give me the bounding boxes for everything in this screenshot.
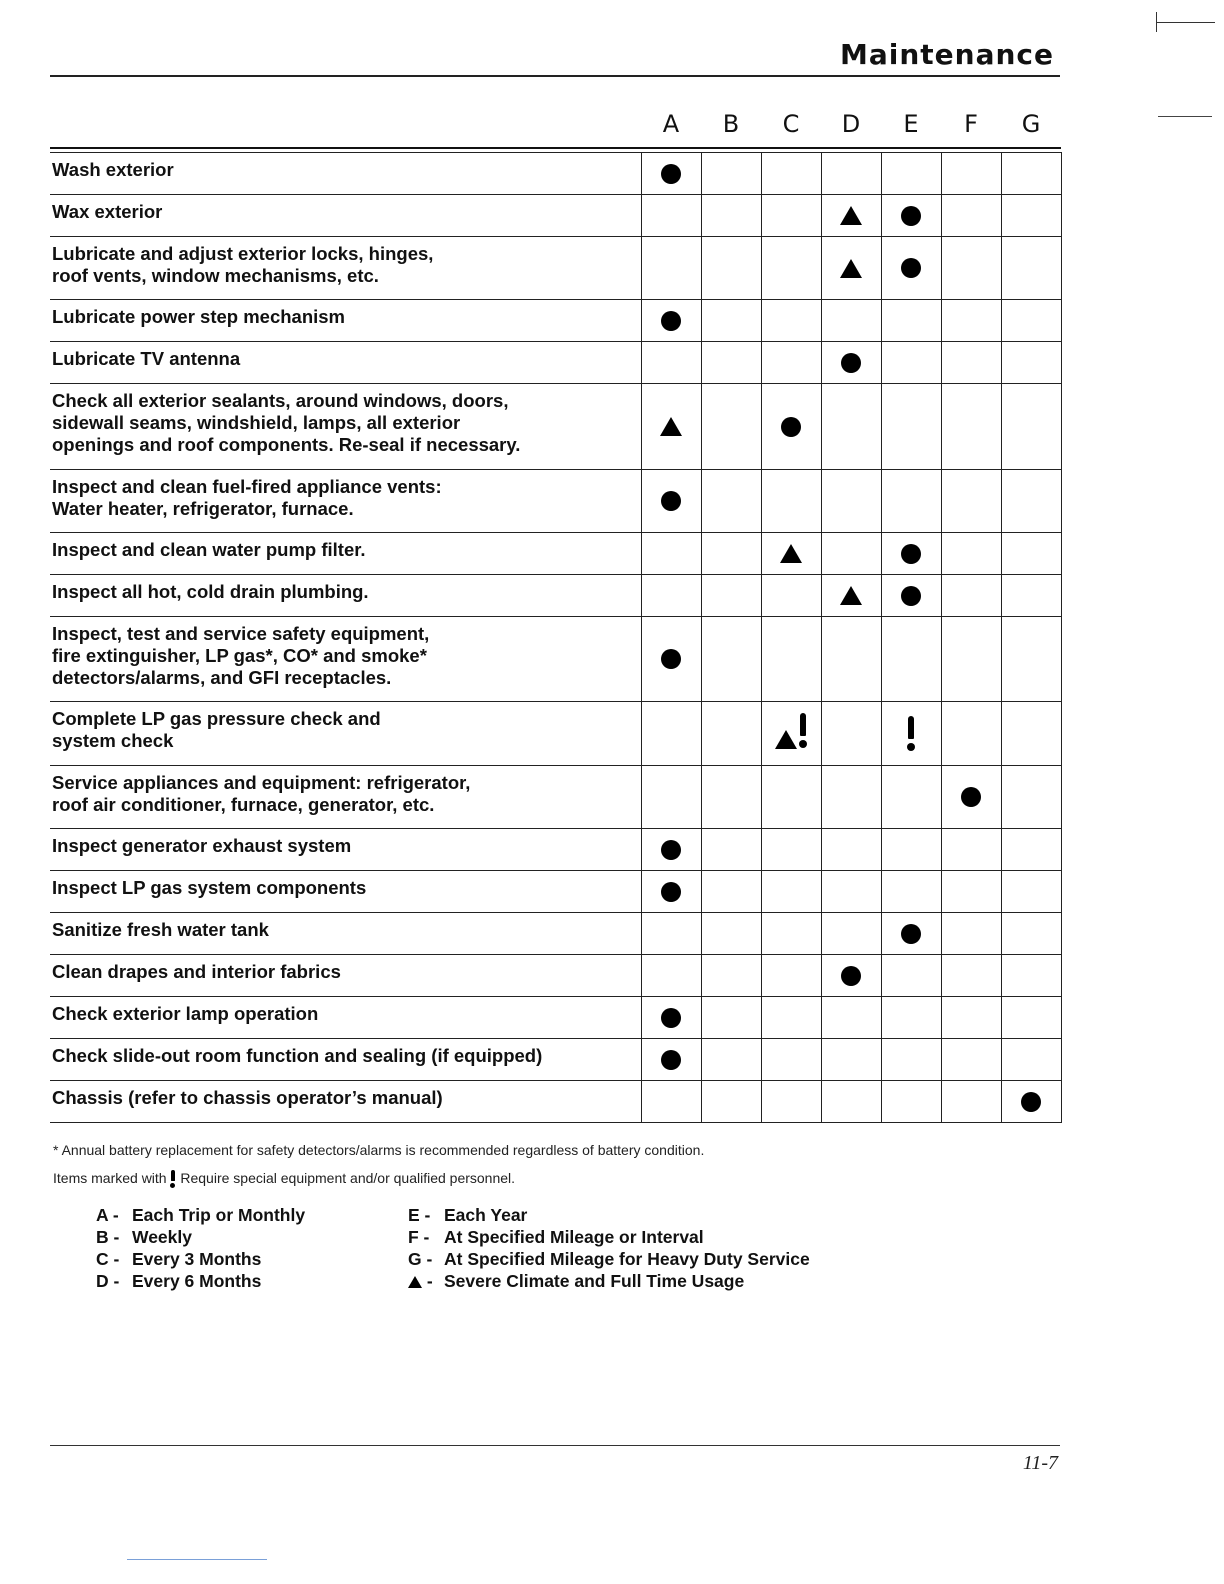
dot-icon xyxy=(661,840,681,860)
task-cell: Inspect, test and service safety equipment, fire extinguisher, LP gas*, CO* and smoke* detectors/alarms, and GFI receptacles. xyxy=(50,617,641,702)
interval-cell-d xyxy=(821,829,881,871)
triangle-icon xyxy=(775,730,797,749)
legend-text: At Specified Mileage for Heavy Duty Service xyxy=(444,1249,810,1269)
exclamation-icon xyxy=(170,1170,176,1188)
interval-cell-a xyxy=(641,470,701,533)
triangle-icon xyxy=(780,544,802,563)
interval-cell-c xyxy=(761,195,821,237)
column-header-c: C xyxy=(782,110,800,138)
table-row xyxy=(50,237,1061,300)
interval-cell-c xyxy=(761,300,821,342)
legend-item xyxy=(96,1226,305,1248)
interval-cell-g xyxy=(1001,997,1061,1039)
interval-cell-g xyxy=(1001,195,1061,237)
interval-cell-d xyxy=(821,1039,881,1081)
interval-cell-f xyxy=(941,237,1001,300)
interval-cell-e xyxy=(881,575,941,617)
note-suffix: Require special equipment and/or qualified personnel. xyxy=(180,1170,516,1186)
legend-text: Every 6 Months xyxy=(132,1271,262,1291)
legend-key: - xyxy=(408,1270,444,1292)
interval-cell-g xyxy=(1001,237,1061,300)
interval-cell-d xyxy=(821,766,881,829)
interval-cell-c xyxy=(761,829,821,871)
interval-cell-c xyxy=(761,533,821,575)
interval-cell-g xyxy=(1001,533,1061,575)
header-rule xyxy=(50,75,1060,77)
interval-cell-f xyxy=(941,195,1001,237)
task-cell: Sanitize fresh water tank xyxy=(50,913,641,955)
interval-cell-e xyxy=(881,766,941,829)
interval-cell-a xyxy=(641,237,701,300)
table-row xyxy=(50,702,1061,766)
interval-cell-b xyxy=(701,871,761,913)
column-header-f: F xyxy=(964,110,978,138)
interval-cell-g xyxy=(1001,153,1061,195)
special-equipment-note xyxy=(53,1170,515,1188)
interval-cell-b xyxy=(701,300,761,342)
triangle-exclamation-icon xyxy=(775,713,807,749)
interval-cell-f xyxy=(941,533,1001,575)
interval-cell-b xyxy=(701,829,761,871)
interval-cell-g xyxy=(1001,617,1061,702)
interval-cell-a xyxy=(641,702,701,766)
interval-cell-e xyxy=(881,871,941,913)
interval-cell-e xyxy=(881,300,941,342)
interval-cell-g xyxy=(1001,1039,1061,1081)
interval-cell-e xyxy=(881,955,941,997)
task-cell: Lubricate power step mechanism xyxy=(50,300,641,342)
interval-cell-a xyxy=(641,766,701,829)
interval-cell-b xyxy=(701,384,761,470)
interval-cell-a xyxy=(641,300,701,342)
interval-cell-e xyxy=(881,470,941,533)
table-row xyxy=(50,913,1061,955)
column-header-g: G xyxy=(1021,110,1041,138)
interval-cell-g xyxy=(1001,384,1061,470)
interval-cell-g xyxy=(1001,702,1061,766)
legend-text: Weekly xyxy=(132,1227,192,1247)
interval-cell-a xyxy=(641,997,701,1039)
interval-cell-e xyxy=(881,702,941,766)
task-cell: Service appliances and equipment: refrigerator, roof air conditioner, furnace, generator, etc. xyxy=(50,766,641,829)
interval-cell-e xyxy=(881,342,941,384)
interval-cell-a xyxy=(641,829,701,871)
triangle-icon xyxy=(840,586,862,605)
table-row xyxy=(50,829,1061,871)
legend-key: B - xyxy=(96,1227,120,1247)
dot-icon xyxy=(901,258,921,278)
interval-cell-e xyxy=(881,913,941,955)
interval-cell-c xyxy=(761,871,821,913)
interval-cell-c xyxy=(761,997,821,1039)
interval-cell-c xyxy=(761,766,821,829)
interval-cell-d xyxy=(821,1081,881,1123)
interval-cell-c xyxy=(761,153,821,195)
task-cell: Clean drapes and interior fabrics xyxy=(50,955,641,997)
page-number: 11-7 xyxy=(1022,1452,1058,1474)
interval-cell-a xyxy=(641,533,701,575)
dot-icon xyxy=(901,924,921,944)
triangle-icon xyxy=(840,259,862,278)
table-row xyxy=(50,1039,1061,1081)
column-header-row xyxy=(641,110,1061,142)
interval-cell-d xyxy=(821,702,881,766)
footer-rule xyxy=(50,1445,1060,1446)
interval-cell-f xyxy=(941,766,1001,829)
legend-text: At Specified Mileage or Interval xyxy=(444,1227,704,1247)
interval-cell-e xyxy=(881,1039,941,1081)
table-row xyxy=(50,997,1061,1039)
interval-cell-d xyxy=(821,342,881,384)
table-top-rule xyxy=(50,147,1061,149)
interval-cell-e xyxy=(881,997,941,1039)
table-row xyxy=(50,342,1061,384)
legend-key: E - xyxy=(408,1205,431,1225)
interval-cell-d xyxy=(821,533,881,575)
task-cell: Inspect all hot, cold drain plumbing. xyxy=(50,575,641,617)
interval-cell-a xyxy=(641,955,701,997)
interval-cell-a xyxy=(641,195,701,237)
interval-cell-e xyxy=(881,533,941,575)
interval-cell-f xyxy=(941,617,1001,702)
task-cell: Chassis (refer to chassis operator’s manual) xyxy=(50,1081,641,1123)
legend-item xyxy=(96,1204,305,1226)
interval-cell-g xyxy=(1001,342,1061,384)
task-cell: Wax exterior xyxy=(50,195,641,237)
interval-cell-d xyxy=(821,237,881,300)
interval-cell-c xyxy=(761,470,821,533)
interval-cell-f xyxy=(941,955,1001,997)
margin-rule xyxy=(1158,116,1212,117)
task-cell: Complete LP gas pressure check and system check xyxy=(50,702,641,766)
interval-cell-c xyxy=(761,1081,821,1123)
interval-cell-b xyxy=(701,1039,761,1081)
interval-cell-d xyxy=(821,617,881,702)
interval-cell-e xyxy=(881,237,941,300)
interval-cell-f xyxy=(941,1039,1001,1081)
interval-cell-b xyxy=(701,1081,761,1123)
task-cell: Inspect and clean fuel-fired appliance vents: Water heater, refrigerator, furnace. xyxy=(50,470,641,533)
interval-cell-e xyxy=(881,617,941,702)
page-title: Maintenance xyxy=(839,38,1054,71)
interval-cell-d xyxy=(821,470,881,533)
interval-cell-g xyxy=(1001,766,1061,829)
interval-cell-f xyxy=(941,384,1001,470)
interval-cell-c xyxy=(761,955,821,997)
interval-cell-b xyxy=(701,702,761,766)
column-header-a: A xyxy=(662,110,680,138)
task-cell: Inspect generator exhaust system xyxy=(50,829,641,871)
legend-item xyxy=(408,1226,810,1248)
dot-icon xyxy=(901,544,921,564)
interval-cell-f xyxy=(941,702,1001,766)
task-cell: Lubricate TV antenna xyxy=(50,342,641,384)
interval-cell-b xyxy=(701,913,761,955)
interval-cell-b xyxy=(701,997,761,1039)
dot-icon xyxy=(1021,1092,1041,1112)
interval-cell-c xyxy=(761,384,821,470)
table-row xyxy=(50,533,1061,575)
interval-cell-f xyxy=(941,575,1001,617)
interval-cell-g xyxy=(1001,829,1061,871)
interval-cell-g xyxy=(1001,1081,1061,1123)
dot-icon xyxy=(841,353,861,373)
interval-cell-c xyxy=(761,702,821,766)
table-row xyxy=(50,470,1061,533)
interval-cell-f xyxy=(941,342,1001,384)
interval-cell-a xyxy=(641,913,701,955)
legend-key: D - xyxy=(96,1271,120,1291)
maintenance-schedule-table xyxy=(50,152,1062,1123)
interval-cell-e xyxy=(881,384,941,470)
dot-icon xyxy=(661,1050,681,1070)
interval-cell-b xyxy=(701,766,761,829)
interval-cell-f xyxy=(941,829,1001,871)
interval-cell-d xyxy=(821,955,881,997)
task-cell: Inspect LP gas system components xyxy=(50,871,641,913)
interval-cell-a xyxy=(641,871,701,913)
table-row xyxy=(50,955,1061,997)
task-cell: Check exterior lamp operation xyxy=(50,997,641,1039)
interval-cell-a xyxy=(641,617,701,702)
interval-cell-a xyxy=(641,153,701,195)
interval-cell-d xyxy=(821,153,881,195)
interval-cell-b xyxy=(701,195,761,237)
interval-cell-b xyxy=(701,617,761,702)
interval-cell-f xyxy=(941,913,1001,955)
interval-cell-g xyxy=(1001,575,1061,617)
interval-cell-f xyxy=(941,300,1001,342)
legend-key: C - xyxy=(96,1249,120,1269)
legend-item xyxy=(408,1204,810,1226)
interval-cell-f xyxy=(941,997,1001,1039)
legend-item xyxy=(96,1270,305,1292)
table-row xyxy=(50,153,1061,195)
interval-cell-g xyxy=(1001,300,1061,342)
task-cell: Lubricate and adjust exterior locks, hinges, roof vents, window mechanisms, etc. xyxy=(50,237,641,300)
dot-icon xyxy=(901,206,921,226)
interval-cell-f xyxy=(941,871,1001,913)
interval-cell-g xyxy=(1001,871,1061,913)
legend-left xyxy=(96,1204,305,1292)
table-row xyxy=(50,384,1061,470)
dot-icon xyxy=(661,491,681,511)
interval-cell-b xyxy=(701,470,761,533)
dot-icon xyxy=(841,966,861,986)
interval-cell-e xyxy=(881,195,941,237)
interval-cell-b xyxy=(701,237,761,300)
table-row xyxy=(50,766,1061,829)
interval-cell-d xyxy=(821,871,881,913)
task-cell: Check slide-out room function and sealing (if equipped) xyxy=(50,1039,641,1081)
dot-icon xyxy=(661,649,681,669)
interval-cell-g xyxy=(1001,470,1061,533)
interval-cell-g xyxy=(1001,913,1061,955)
interval-cell-f xyxy=(941,153,1001,195)
legend-text: Each Year xyxy=(444,1205,528,1225)
exclamation-icon xyxy=(907,716,915,752)
legend-item xyxy=(96,1248,305,1270)
dot-icon xyxy=(661,1008,681,1028)
interval-cell-a xyxy=(641,342,701,384)
interval-cell-a xyxy=(641,575,701,617)
interval-cell-f xyxy=(941,470,1001,533)
interval-cell-b xyxy=(701,342,761,384)
task-cell: Check all exterior sealants, around windows, doors, sidewall seams, windshield, lamps, all exterior openings and roof components. Re-seal if necessary. xyxy=(50,384,641,470)
table-row xyxy=(50,1081,1061,1123)
interval-cell-d xyxy=(821,384,881,470)
legend-right xyxy=(408,1204,810,1292)
triangle-icon xyxy=(840,206,862,225)
interval-cell-b xyxy=(701,955,761,997)
interval-cell-e xyxy=(881,153,941,195)
table-row xyxy=(50,575,1061,617)
interval-cell-a xyxy=(641,1081,701,1123)
interval-cell-d xyxy=(821,195,881,237)
legend-item xyxy=(408,1270,810,1292)
interval-cell-c xyxy=(761,575,821,617)
interval-cell-e xyxy=(881,829,941,871)
interval-cell-d xyxy=(821,913,881,955)
corner-crop-mark xyxy=(1156,12,1215,32)
interval-cell-b xyxy=(701,533,761,575)
interval-cell-c xyxy=(761,617,821,702)
dot-icon xyxy=(661,882,681,902)
dot-icon xyxy=(781,417,801,437)
exclamation-icon xyxy=(799,713,807,749)
table-row xyxy=(50,300,1061,342)
interval-cell-c xyxy=(761,1039,821,1081)
interval-cell-c xyxy=(761,342,821,384)
legend-key: A - xyxy=(96,1205,119,1225)
interval-cell-d xyxy=(821,575,881,617)
interval-cell-f xyxy=(941,1081,1001,1123)
interval-cell-c xyxy=(761,237,821,300)
dot-icon xyxy=(661,164,681,184)
column-header-d: D xyxy=(841,110,861,138)
task-cell: Inspect and clean water pump filter. xyxy=(50,533,641,575)
interval-cell-a xyxy=(641,384,701,470)
dot-icon xyxy=(961,787,981,807)
table-row xyxy=(50,195,1061,237)
table-row xyxy=(50,871,1061,913)
note-prefix: Items marked with xyxy=(53,1170,167,1186)
legend-key: G - xyxy=(408,1249,433,1269)
dot-icon xyxy=(661,311,681,331)
dot-icon xyxy=(901,586,921,606)
interval-cell-a xyxy=(641,1039,701,1081)
legend-text: Severe Climate and Full Time Usage xyxy=(444,1271,745,1291)
table-row xyxy=(50,617,1061,702)
scan-artifact-line xyxy=(127,1559,267,1560)
triangle-icon xyxy=(660,417,682,436)
legend-text: Every 3 Months xyxy=(132,1249,262,1269)
interval-cell-b xyxy=(701,153,761,195)
battery-footnote: * Annual battery replacement for safety detectors/alarms is recommended regardless of battery condition. xyxy=(53,1142,705,1158)
interval-cell-g xyxy=(1001,955,1061,997)
task-cell: Wash exterior xyxy=(50,153,641,195)
legend-item xyxy=(408,1248,810,1270)
interval-cell-b xyxy=(701,575,761,617)
interval-cell-e xyxy=(881,1081,941,1123)
triangle-icon xyxy=(408,1276,422,1288)
interval-cell-c xyxy=(761,913,821,955)
interval-cell-d xyxy=(821,997,881,1039)
interval-cell-d xyxy=(821,300,881,342)
legend-text: Each Trip or Monthly xyxy=(132,1205,306,1225)
legend-key: F - xyxy=(408,1227,430,1247)
column-header-b: B xyxy=(722,110,740,138)
column-header-e: E xyxy=(903,110,919,138)
